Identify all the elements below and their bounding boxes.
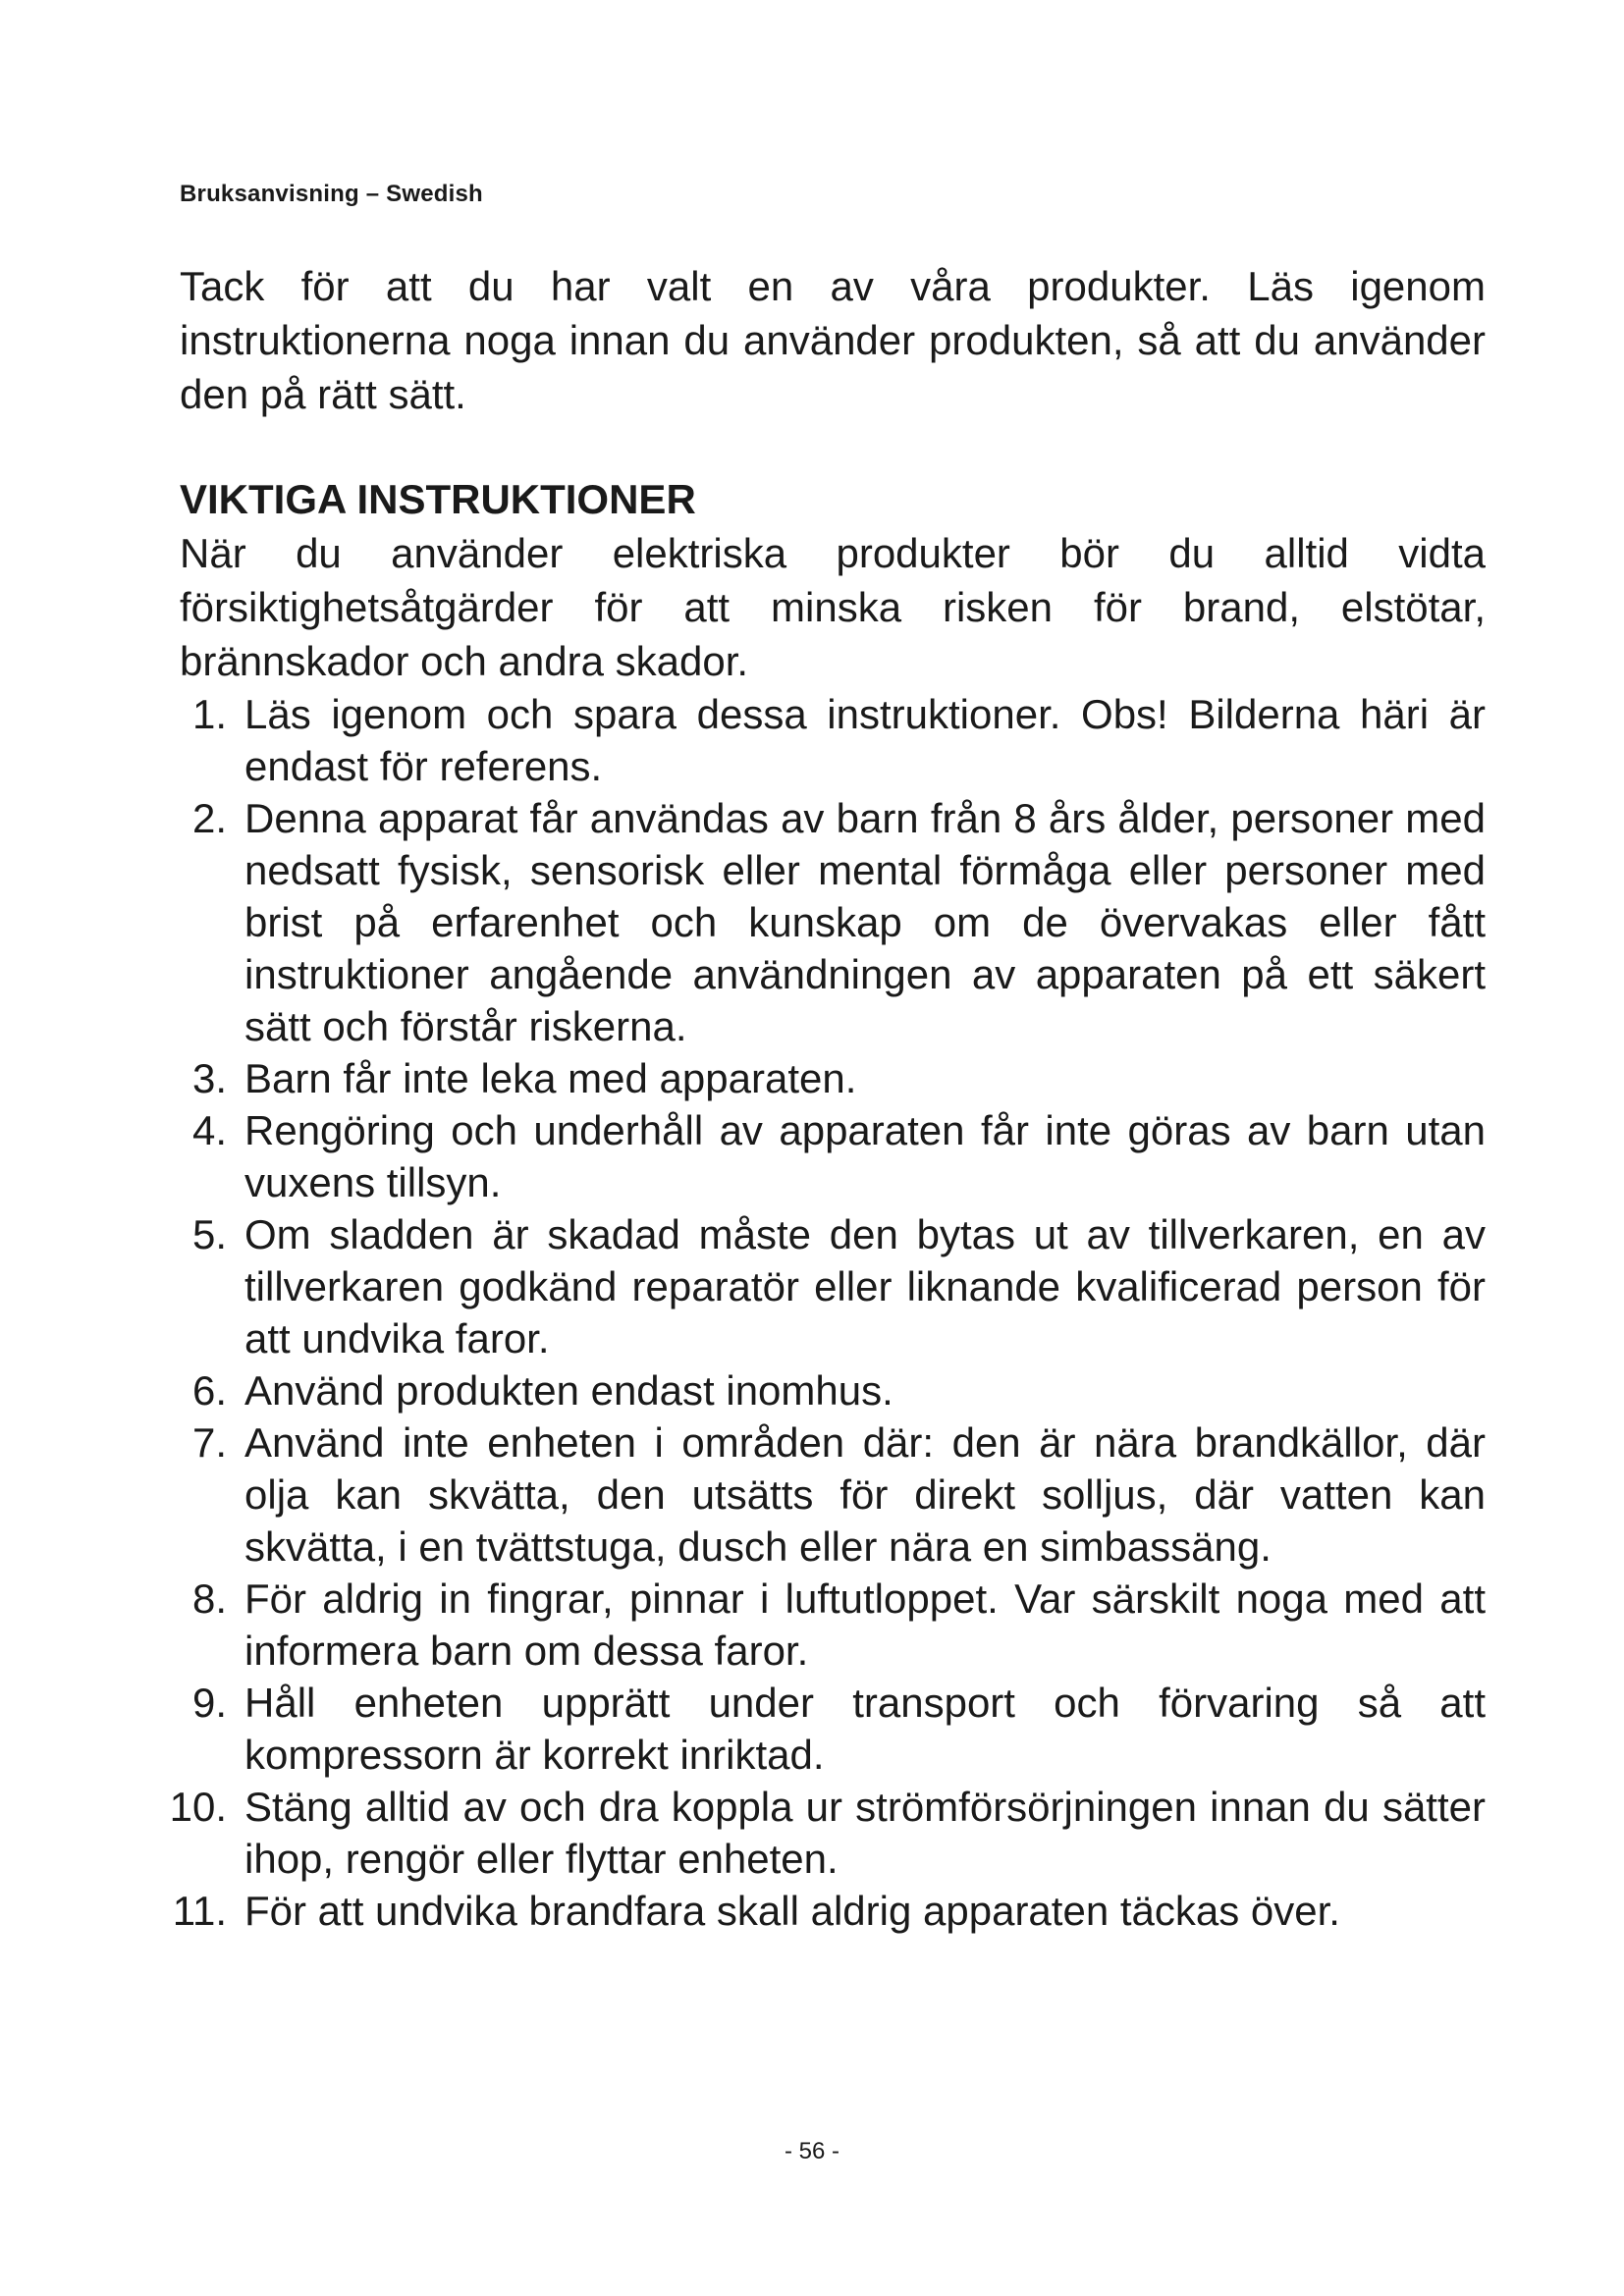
list-item-text: Läs igenom och spara dessa instruktioner. Obs! Bilderna häri är endast för referens. (244, 691, 1486, 789)
list-item-number: 1. (191, 691, 227, 737)
section-heading: VIKTIGA INSTRUKTIONER (180, 476, 696, 522)
list-item-number: 8. (191, 1575, 227, 1622)
list-item (155, 1573, 1486, 1677)
page-number: - 56 - (784, 2138, 839, 2164)
list-item-text: Om sladden är skadad måste den bytas ut av tillverkaren, en av tillverkaren godkänd reparatör eller liknande kvalificerad person för att undvika faror. (244, 1211, 1486, 1362)
list-item-number: 11. (172, 1888, 227, 1934)
list-item-text: För aldrig in fingrar, pinnar i luftutloppet. Var särskilt noga med att informera barn om dessa faror. (244, 1575, 1486, 1674)
list-item (155, 1416, 1486, 1573)
list-item-text: Denna apparat får användas av barn från 8 års ålder, personer med nedsatt fysisk, sensorisk eller mental förmåga eller personer med brist på erfarenhet och kunskap om de övervakas eller fått instruktioner angående användningen av apparaten på ett säkert sätt och förstår riskerna. (244, 795, 1486, 1049)
document-header-label: Bruksanvisning – Swedish (180, 181, 483, 207)
list-item (155, 688, 1486, 792)
list-item (155, 1104, 1486, 1208)
list-item-text: Stäng alltid av och dra koppla ur strömförsörjningen innan du sätter ihop, rengör eller flyttar enheten. (244, 1784, 1486, 1882)
list-item-text: För att undvika brandfara skall aldrig apparaten täckas över. (244, 1888, 1340, 1934)
list-item-text: Håll enheten upprätt under transport och förvaring så att kompressorn är korrekt inriktad. (244, 1680, 1486, 1778)
list-item-number: 3. (191, 1055, 227, 1101)
list-item-number: 10. (169, 1784, 227, 1830)
list-item-number: 7. (191, 1419, 227, 1466)
list-item-number: 6. (191, 1367, 227, 1414)
list-item (155, 1208, 1486, 1364)
list-item (155, 1781, 1486, 1885)
list-item (155, 1677, 1486, 1781)
list-item-text: Använd inte enheten i områden där: den är nära brandkällor, där olja kan skvätta, den utsätts för direkt solljus, där vatten kan skvätta, i en tvättstuga, dusch eller nära en simbassäng. (244, 1419, 1486, 1570)
list-item-number: 2. (191, 795, 227, 841)
list-item-number: 5. (191, 1211, 227, 1257)
intro-paragraph: Tack för att du har valt en av våra produkter. Läs igenom instruktionerna noga innan du använder produkten, så att du använder den på rätt sätt. (180, 263, 1486, 417)
list-item (155, 1885, 1486, 1937)
list-item (155, 1052, 1486, 1104)
section-lead-paragraph: När du använder elektriska produkter bör du alltid vidta försiktighetsåtgärder för att minska risken för brand, elstötar, brännskador och andra skador. (180, 530, 1486, 684)
list-item-text: Barn får inte leka med apparaten. (244, 1055, 857, 1101)
document-body (169, 259, 1486, 1937)
list-item (155, 792, 1486, 1052)
list-item-number: 4. (191, 1107, 227, 1153)
list-item-number: 9. (191, 1680, 227, 1726)
instruction-list (155, 688, 1486, 1937)
list-item (155, 1364, 1486, 1416)
list-item-text: Använd produkten endast inomhus. (244, 1367, 893, 1414)
list-item-text: Rengöring och underhåll av apparaten får inte göras av barn utan vuxens tillsyn. (244, 1107, 1486, 1205)
